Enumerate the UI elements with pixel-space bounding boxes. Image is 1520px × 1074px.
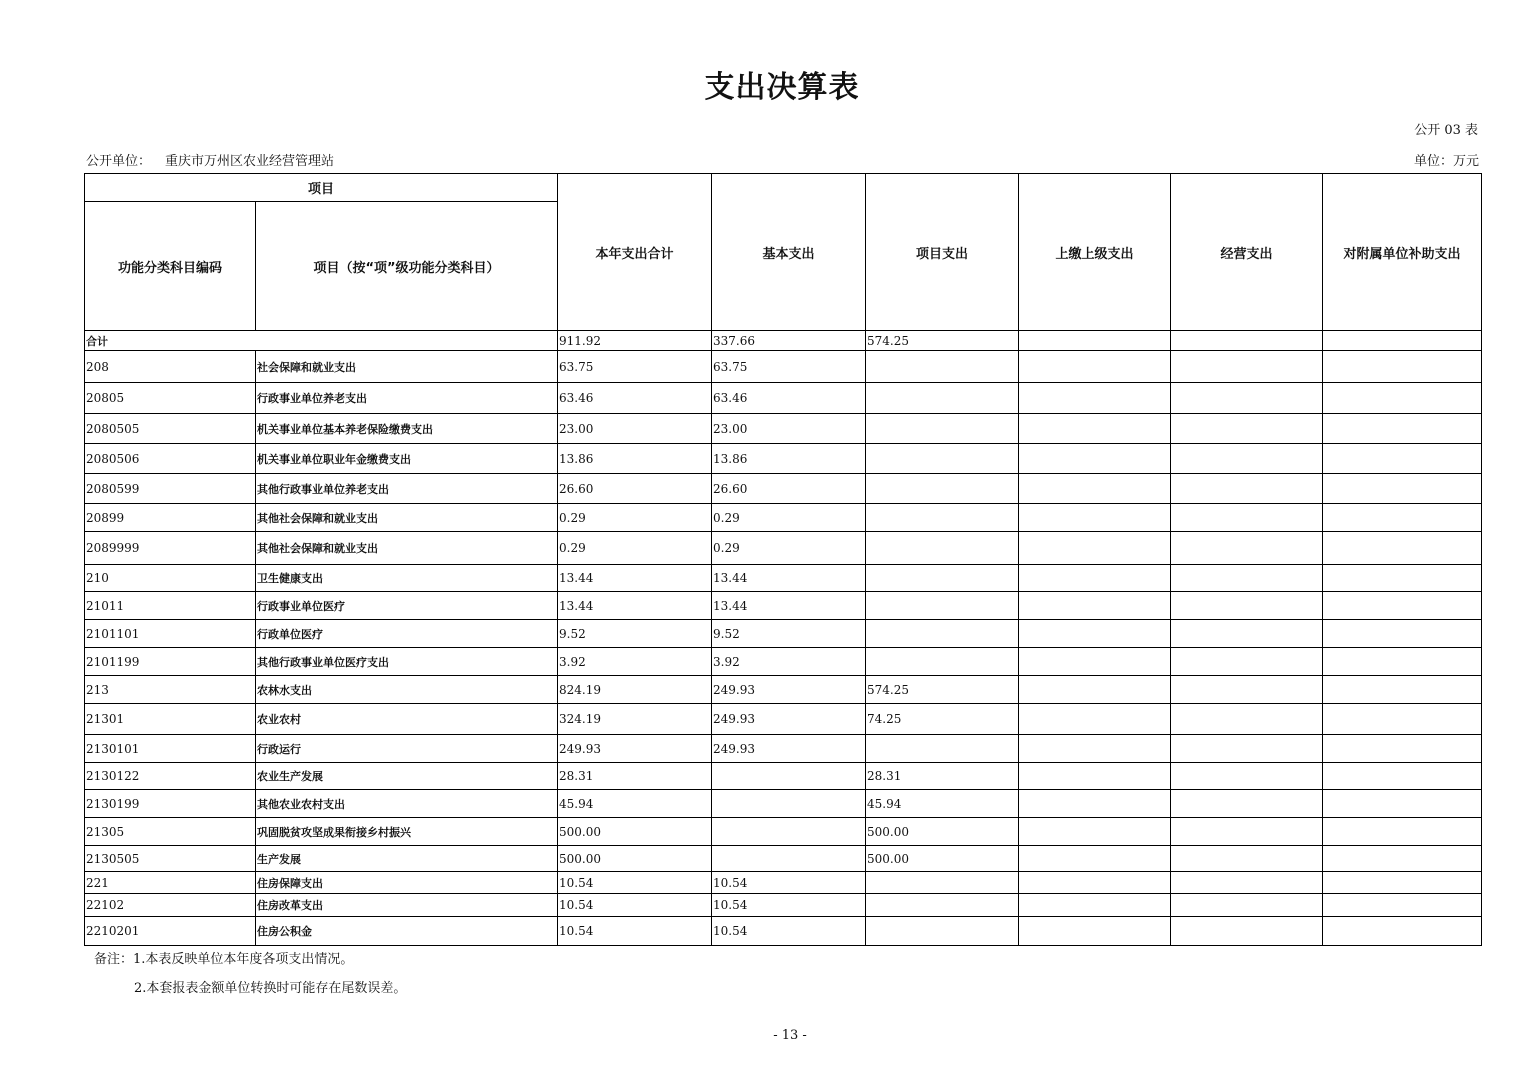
cell-subsidy: [1323, 414, 1482, 444]
cell-total: 500.00: [558, 818, 712, 846]
header-basic: 基本支出: [712, 174, 866, 331]
cell-upper: [1019, 565, 1171, 592]
table-row: [85, 917, 1482, 946]
table-row: [85, 790, 1482, 818]
cell-code: 208: [85, 351, 256, 383]
page-number: - 13 -: [773, 1028, 807, 1043]
cell-upper: [1019, 351, 1171, 383]
cell-name: 社会保障和就业支出: [256, 351, 558, 383]
cell-operating: [1171, 565, 1323, 592]
table-row: [85, 474, 1482, 504]
cell-project: [866, 917, 1019, 946]
cell-operating: [1171, 917, 1323, 946]
table-row: [85, 414, 1482, 444]
currency-unit: 单位：万元: [1413, 154, 1479, 169]
cell-project: [866, 351, 1019, 383]
cell-operating: [1171, 620, 1323, 648]
cell-upper: [1019, 592, 1171, 620]
cell-basic: 13.44: [712, 592, 866, 620]
total-operating: [1171, 331, 1323, 351]
cell-total: 3.92: [558, 648, 712, 676]
cell-operating: [1171, 846, 1323, 872]
cell-total: 0.29: [558, 504, 712, 532]
total-project: 574.25: [866, 331, 1019, 351]
cell-subsidy: [1323, 474, 1482, 504]
cell-project: [866, 444, 1019, 474]
table-row: [85, 504, 1482, 532]
total-subsidy: [1323, 331, 1482, 351]
cell-project: [866, 648, 1019, 676]
cell-basic: 10.54: [712, 917, 866, 946]
cell-basic: 0.29: [712, 504, 866, 532]
cell-upper: [1019, 917, 1171, 946]
cell-subsidy: [1323, 565, 1482, 592]
total-label: 合计: [85, 331, 558, 351]
cell-subsidy: [1323, 383, 1482, 414]
cell-total: 13.86: [558, 444, 712, 474]
header-project-group: 项目: [85, 174, 558, 202]
cell-operating: [1171, 872, 1323, 894]
cell-subsidy: [1323, 676, 1482, 704]
reporting-unit-label: 公开单位：: [86, 154, 152, 169]
cell-operating: [1171, 818, 1323, 846]
cell-project: 574.25: [866, 676, 1019, 704]
note-2: 2.本套报表金额单位转换时可能存在尾数误差。: [134, 981, 407, 996]
cell-code: 2080505: [85, 414, 256, 444]
cell-project: [866, 532, 1019, 565]
cell-operating: [1171, 735, 1323, 763]
table-row: [85, 894, 1482, 917]
cell-operating: [1171, 383, 1323, 414]
cell-name: 其他社会保障和就业支出: [256, 532, 558, 565]
table-row: [85, 735, 1482, 763]
total-basic: 337.66: [712, 331, 866, 351]
header-project: 项目支出: [866, 174, 1019, 331]
cell-total: 63.46: [558, 383, 712, 414]
cell-upper: [1019, 414, 1171, 444]
cell-code: 2130505: [85, 846, 256, 872]
cell-code: 21011: [85, 592, 256, 620]
table-row: [85, 763, 1482, 790]
cell-operating: [1171, 648, 1323, 676]
cell-operating: [1171, 351, 1323, 383]
cell-basic: 63.46: [712, 383, 866, 414]
cell-total: 824.19: [558, 676, 712, 704]
cell-subsidy: [1323, 763, 1482, 790]
cell-code: 2130101: [85, 735, 256, 763]
cell-code: 213: [85, 676, 256, 704]
cell-basic: 13.86: [712, 444, 866, 474]
header-total: 本年支出合计: [558, 174, 712, 331]
note-1: 备注：1.本表反映单位本年度各项支出情况。: [94, 952, 354, 967]
cell-total: 0.29: [558, 532, 712, 565]
cell-operating: [1171, 592, 1323, 620]
cell-upper: [1019, 444, 1171, 474]
table-row: [85, 648, 1482, 676]
cell-project: [866, 592, 1019, 620]
cell-basic: 23.00: [712, 414, 866, 444]
cell-subsidy: [1323, 846, 1482, 872]
cell-name: 行政运行: [256, 735, 558, 763]
table-row: [85, 620, 1482, 648]
cell-subsidy: [1323, 894, 1482, 917]
cell-total: 26.60: [558, 474, 712, 504]
total-upper: [1019, 331, 1171, 351]
cell-project: [866, 620, 1019, 648]
cell-name: 机关事业单位基本养老保险缴费支出: [256, 414, 558, 444]
cell-subsidy: [1323, 818, 1482, 846]
cell-operating: [1171, 763, 1323, 790]
cell-project: [866, 474, 1019, 504]
cell-basic: 13.44: [712, 565, 866, 592]
cell-subsidy: [1323, 917, 1482, 946]
table-row: [85, 565, 1482, 592]
cell-subsidy: [1323, 735, 1482, 763]
cell-name: 行政单位医疗: [256, 620, 558, 648]
cell-operating: [1171, 444, 1323, 474]
total-total: 911.92: [558, 331, 712, 351]
cell-operating: [1171, 676, 1323, 704]
cell-basic: [712, 763, 866, 790]
table-row: [85, 532, 1482, 565]
cell-subsidy: [1323, 790, 1482, 818]
cell-name: 机关事业单位职业年金缴费支出: [256, 444, 558, 474]
cell-upper: [1019, 504, 1171, 532]
table-row: [85, 846, 1482, 872]
table-row: [85, 351, 1482, 383]
cell-upper: [1019, 790, 1171, 818]
cell-total: 9.52: [558, 620, 712, 648]
cell-project: 28.31: [866, 763, 1019, 790]
cell-subsidy: [1323, 704, 1482, 735]
cell-name: 住房保障支出: [256, 872, 558, 894]
cell-total: 10.54: [558, 917, 712, 946]
cell-project: 45.94: [866, 790, 1019, 818]
cell-name: 住房改革支出: [256, 894, 558, 917]
cell-subsidy: [1323, 872, 1482, 894]
page-title: 支出决算表: [704, 70, 860, 105]
cell-total: 13.44: [558, 592, 712, 620]
cell-total: 28.31: [558, 763, 712, 790]
cell-name: 巩固脱贫攻坚成果衔接乡村振兴: [256, 818, 558, 846]
cell-basic: [712, 818, 866, 846]
cell-total: 500.00: [558, 846, 712, 872]
cell-code: 21301: [85, 704, 256, 735]
cell-project: [866, 383, 1019, 414]
table-row: [85, 592, 1482, 620]
total-row: [85, 331, 1482, 351]
cell-operating: [1171, 790, 1323, 818]
table-row: [85, 383, 1482, 414]
cell-code: 21305: [85, 818, 256, 846]
reporting-unit: [86, 150, 334, 169]
cell-total: 23.00: [558, 414, 712, 444]
cell-upper: [1019, 763, 1171, 790]
cell-code: 2101101: [85, 620, 256, 648]
cell-subsidy: [1323, 504, 1482, 532]
cell-basic: 9.52: [712, 620, 866, 648]
cell-code: 2080599: [85, 474, 256, 504]
cell-operating: [1171, 474, 1323, 504]
cell-name: 卫生健康支出: [256, 565, 558, 592]
reporting-unit-name: 重庆市万州区农业经营管理站: [165, 154, 335, 169]
form-number: 公开 03 表: [1414, 123, 1478, 138]
cell-basic: 10.54: [712, 894, 866, 917]
cell-code: 2089999: [85, 532, 256, 565]
cell-total: 10.54: [558, 872, 712, 894]
table-row: [85, 676, 1482, 704]
cell-subsidy: [1323, 648, 1482, 676]
cell-project: [866, 872, 1019, 894]
cell-basic: 63.75: [712, 351, 866, 383]
cell-upper: [1019, 704, 1171, 735]
cell-name: 农业生产发展: [256, 763, 558, 790]
table-row: [85, 818, 1482, 846]
cell-total: 249.93: [558, 735, 712, 763]
cell-upper: [1019, 676, 1171, 704]
cell-name: 其他农业农村支出: [256, 790, 558, 818]
cell-total: 13.44: [558, 565, 712, 592]
cell-name: 行政事业单位医疗: [256, 592, 558, 620]
cell-subsidy: [1323, 351, 1482, 383]
cell-total: 10.54: [558, 894, 712, 917]
cell-basic: 0.29: [712, 532, 866, 565]
cell-basic: 249.93: [712, 704, 866, 735]
cell-name: 其他行政事业单位医疗支出: [256, 648, 558, 676]
cell-basic: [712, 846, 866, 872]
header-name: 项目（按“项”级功能分类科目）: [256, 202, 558, 331]
cell-project: [866, 504, 1019, 532]
cell-code: 2130199: [85, 790, 256, 818]
cell-upper: [1019, 735, 1171, 763]
cell-upper: [1019, 474, 1171, 504]
cell-upper: [1019, 846, 1171, 872]
cell-operating: [1171, 894, 1323, 917]
cell-project: [866, 894, 1019, 917]
cell-code: 2101199: [85, 648, 256, 676]
cell-project: 500.00: [866, 846, 1019, 872]
cell-upper: [1019, 383, 1171, 414]
cell-name: 农林水支出: [256, 676, 558, 704]
cell-upper: [1019, 818, 1171, 846]
cell-code: 20805: [85, 383, 256, 414]
table-row: [85, 872, 1482, 894]
notes: [94, 945, 406, 1003]
cell-basic: [712, 790, 866, 818]
cell-operating: [1171, 532, 1323, 565]
cell-basic: 249.93: [712, 735, 866, 763]
cell-operating: [1171, 704, 1323, 735]
cell-project: [866, 735, 1019, 763]
cell-code: 210: [85, 565, 256, 592]
cell-name: 住房公积金: [256, 917, 558, 946]
cell-subsidy: [1323, 620, 1482, 648]
cell-name: 其他社会保障和就业支出: [256, 504, 558, 532]
cell-subsidy: [1323, 532, 1482, 565]
cell-project: [866, 414, 1019, 444]
table-row: [85, 704, 1482, 735]
cell-code: 221: [85, 872, 256, 894]
cell-upper: [1019, 872, 1171, 894]
cell-code: 20899: [85, 504, 256, 532]
cell-upper: [1019, 648, 1171, 676]
cell-basic: 3.92: [712, 648, 866, 676]
cell-project: 74.25: [866, 704, 1019, 735]
header-operating: 经营支出: [1171, 174, 1323, 331]
cell-total: 63.75: [558, 351, 712, 383]
cell-name: 农业农村: [256, 704, 558, 735]
cell-basic: 10.54: [712, 872, 866, 894]
cell-basic: 249.93: [712, 676, 866, 704]
table-row: [85, 444, 1482, 474]
cell-total: 324.19: [558, 704, 712, 735]
cell-subsidy: [1323, 444, 1482, 474]
expenditure-table: [84, 173, 1482, 946]
cell-basic: 26.60: [712, 474, 866, 504]
cell-operating: [1171, 414, 1323, 444]
cell-upper: [1019, 532, 1171, 565]
cell-upper: [1019, 894, 1171, 917]
cell-code: 2130122: [85, 763, 256, 790]
cell-subsidy: [1323, 592, 1482, 620]
cell-code: 2080506: [85, 444, 256, 474]
cell-code: 2210201: [85, 917, 256, 946]
cell-project: 500.00: [866, 818, 1019, 846]
header-upper: 上缴上级支出: [1019, 174, 1171, 331]
cell-operating: [1171, 504, 1323, 532]
header-subsidy: 对附属单位补助支出: [1323, 174, 1482, 331]
cell-project: [866, 565, 1019, 592]
cell-name: 行政事业单位养老支出: [256, 383, 558, 414]
header-code: 功能分类科目编码: [85, 202, 256, 331]
cell-total: 45.94: [558, 790, 712, 818]
cell-upper: [1019, 620, 1171, 648]
cell-name: 生产发展: [256, 846, 558, 872]
cell-name: 其他行政事业单位养老支出: [256, 474, 558, 504]
cell-code: 22102: [85, 894, 256, 917]
